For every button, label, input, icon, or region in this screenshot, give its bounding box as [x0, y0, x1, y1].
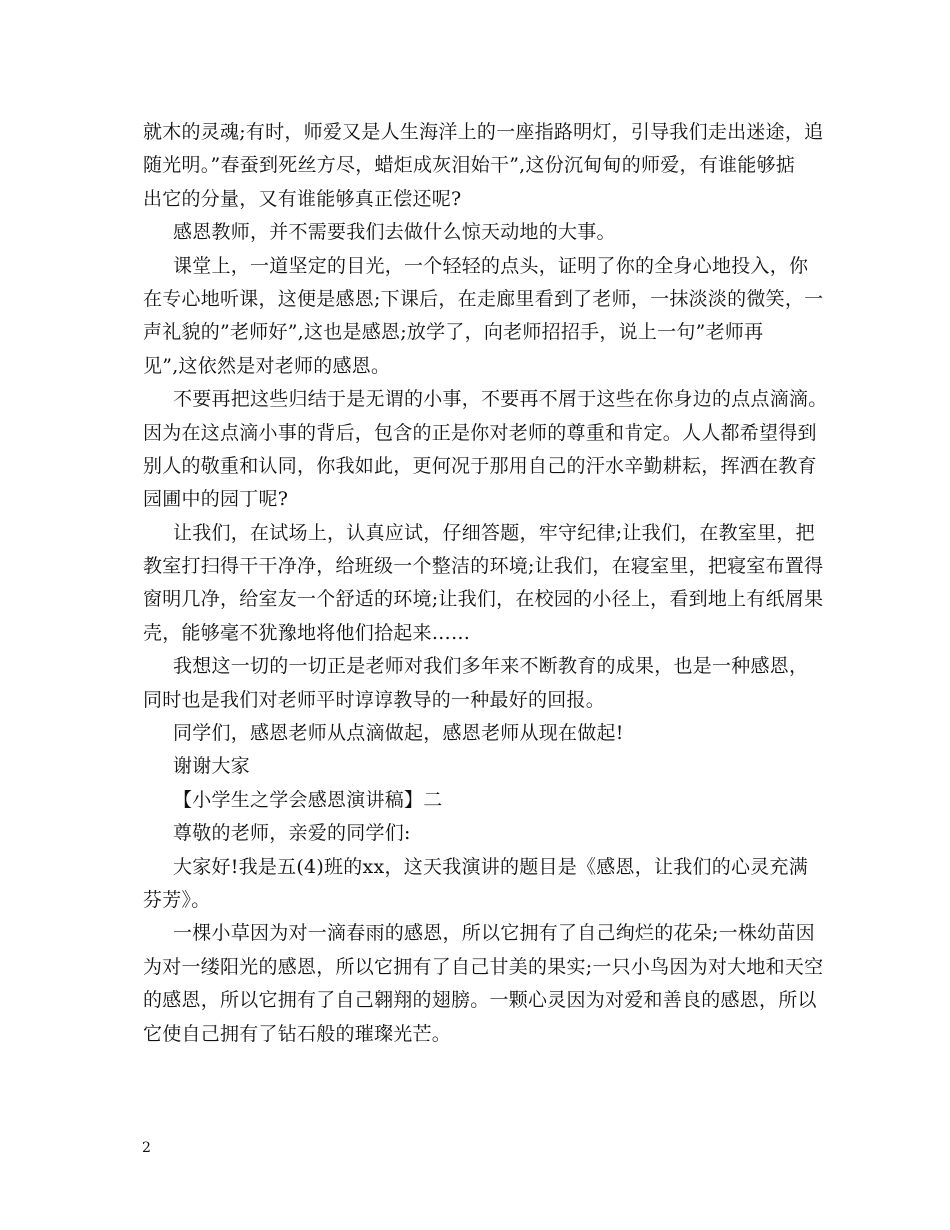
page-number: 2 [142, 1140, 151, 1156]
text-line: 因为在这点滴小事的背后，包含的正是你对老师的尊重和肯定。人人都希望得到 [143, 421, 817, 444]
text-line: 出它的分量，又有谁能够真正偿还呢? [143, 187, 462, 210]
text-line: 感恩教师，并不需要我们去做什么惊天动地的大事。 [173, 221, 616, 244]
text-line: 就木的灵魂;有时，师爱又是人生海洋上的一座指路明灯，引导我们走出迷途，追 [143, 121, 824, 143]
text-line: 让我们，在试场上，认真应试，仔细答题，牢守纪律;让我们，在教室里，把 [173, 521, 815, 544]
text-line: 谢谢大家 [173, 755, 251, 778]
text-line: 不要再把这些归结于是无谓的小事，不要再不屑于这些在你身边的点点滴滴。 [173, 388, 828, 411]
text-line: 别人的敬重和认同，你我如此，更何况于那用自己的汗水辛勤耕耘，挥洒在教育 [143, 454, 817, 477]
text-line: 声礼貌的”老师好”,这也是感恩;放学了，向老师招招手，说上一句”老师再 [143, 321, 764, 344]
text-line: 它使自己拥有了钻石般的璀璨光芒。 [143, 1022, 452, 1045]
text-line: 在专心地听课，这便是感恩;下课后，在走廊里看到了老师，一抹淡淡的微笑，一 [143, 287, 824, 310]
text-line: 课堂上，一道坚定的目光，一个轻轻的点头，证明了你的全身心地投入，你 [173, 254, 809, 277]
text-line: 的感恩，所以它拥有了自己翱翔的翅膀。一颗心灵因为对爱和善良的感恩，所以 [143, 989, 817, 1012]
text-line: 【小学生之学会感恩演讲稿】二 [173, 788, 443, 811]
text-line: 随光明。”春蚕到死丝方尽，蜡炬成灰泪始干”,这份沉甸甸的师爱，有谁能够掂 [143, 154, 795, 177]
text-line: 教室打扫得干干净净，给班级一个整洁的环境;让我们，在寝室里，把寝室布置得 [143, 555, 824, 578]
document-body [143, 116, 828, 1051]
text-line: 我想这一切的一切正是老师对我们多年来不断教育的成果，也是一种感恩， [173, 655, 809, 678]
text-line: 一棵小草因为对一滴春雨的感恩，所以它拥有了自己绚烂的花朵;一株幼苗因 [173, 922, 815, 945]
text-line: 尊敬的老师，亲爱的同学们: [173, 822, 411, 845]
text-line: 同时也是我们对老师平时谆谆教导的一种最好的回报。 [143, 688, 606, 711]
text-line: 窗明几净，给室友一个舒适的环境;让我们，在校园的小径上，看到地上有纸屑果 [143, 588, 824, 611]
text-line: 大家好!我是五(4)班的xx，这天我演讲的题目是《感恩，让我们的心灵充满 [173, 855, 808, 878]
text-line: 为对一缕阳光的感恩，所以它拥有了自己甘美的果实;一只小鸟因为对大地和天空 [143, 955, 824, 978]
text-line: 芬芳》。 [143, 888, 211, 911]
text-line: 同学们，感恩老师从点滴做起，感恩老师从现在做起! [173, 722, 624, 745]
text-line: 壳，能够毫不犹豫地将他们拾起来…… [143, 621, 471, 644]
text-line: 园圃中的园丁呢? [143, 488, 289, 511]
text-line: 见”,这依然是对老师的感恩。 [143, 354, 391, 377]
